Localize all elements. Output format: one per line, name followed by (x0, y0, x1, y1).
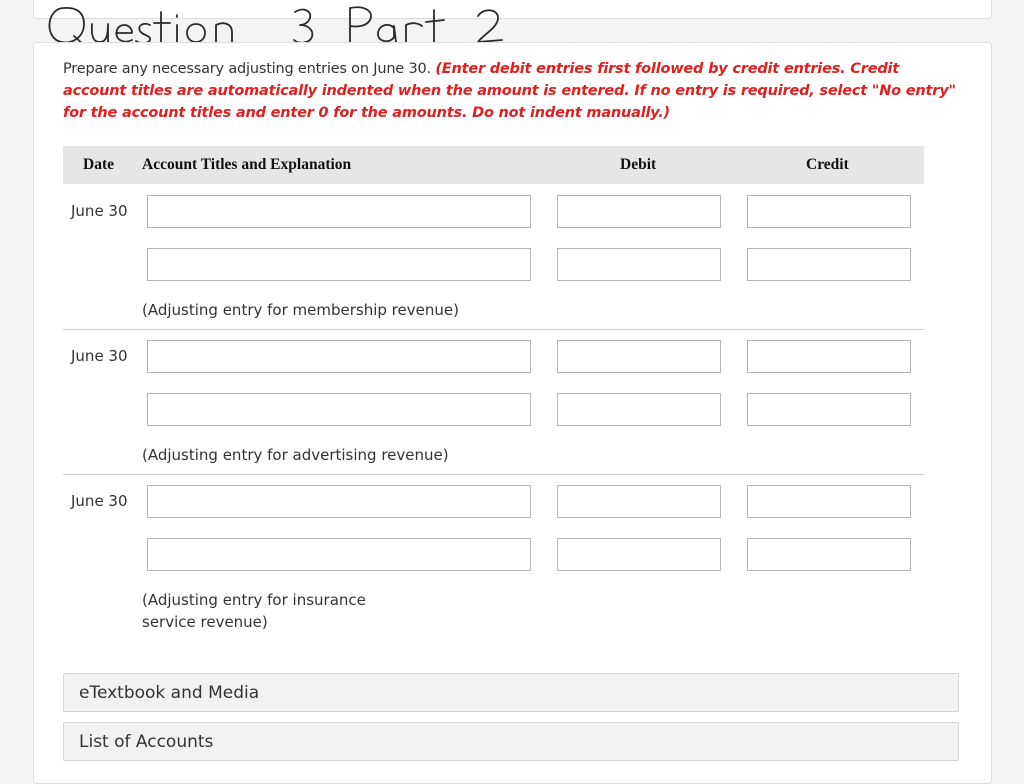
entry-1-row-2-debit-field[interactable] (557, 248, 721, 281)
entry-2-row-1-credit-field[interactable] (747, 340, 911, 373)
entry-2-date: June 30 (71, 347, 128, 365)
header-account-titles: Account Titles and Explanation (142, 156, 352, 173)
entry-1-explanation: (Adjusting entry for membership revenue) (142, 301, 459, 319)
instructions-note: (Enter debit entries first followed by credit entries. Credit account titles are automatically indented when the amount is entered. If no entry is required, select "No entry" for the account titles and enter 0 for the amounts. Do not indent manually.) (63, 61, 956, 121)
entry-3-row-1-debit-field[interactable] (557, 485, 721, 518)
header-credit: Credit (806, 156, 849, 173)
entry-3-row-2-account-field[interactable] (147, 538, 531, 571)
instructions-prompt: Prepare any necessary adjusting entries on June 30. (63, 61, 431, 77)
entry-1-row-2-credit-field[interactable] (747, 248, 911, 281)
entry-2-row-1-debit-field[interactable] (557, 340, 721, 373)
entry-divider (63, 474, 924, 475)
svg-text:Question 3 Part 2: Question 3 Part 2 (44, 0, 52, 1)
entry-2-row-2-account-field[interactable] (147, 393, 531, 426)
entry-divider (63, 329, 924, 330)
entry-3-date: June 30 (71, 492, 128, 510)
entry-1-date: June 30 (71, 202, 128, 220)
entry-3-explanation-line-2: service revenue) (142, 613, 268, 631)
entry-3-row-1-account-field[interactable] (147, 485, 531, 518)
entry-3-explanation (142, 589, 366, 633)
header-debit: Debit (620, 156, 657, 173)
entry-2-row-1-account-field[interactable] (147, 340, 531, 373)
entry-1-row-1-debit-field[interactable] (557, 195, 721, 228)
list-of-accounts-accordion[interactable]: List of Accounts (63, 722, 959, 761)
entry-1-row-1-account-field[interactable] (147, 195, 531, 228)
entry-1-row-2-account-field[interactable] (147, 248, 531, 281)
entry-1-row-1-credit-field[interactable] (747, 195, 911, 228)
entry-3-explanation-line-1: (Adjusting entry for insurance (142, 591, 366, 609)
instructions (63, 58, 963, 124)
header-date: Date (83, 156, 114, 173)
journal-table-header (63, 146, 924, 184)
entry-3-row-2-credit-field[interactable] (747, 538, 911, 571)
entry-2-explanation: (Adjusting entry for advertising revenue) (142, 446, 449, 464)
entry-3-row-2-debit-field[interactable] (557, 538, 721, 571)
entry-3-row-1-credit-field[interactable] (747, 485, 911, 518)
entry-2-row-2-credit-field[interactable] (747, 393, 911, 426)
etextbook-media-accordion[interactable]: eTextbook and Media (63, 673, 959, 712)
entry-2-row-2-debit-field[interactable] (557, 393, 721, 426)
